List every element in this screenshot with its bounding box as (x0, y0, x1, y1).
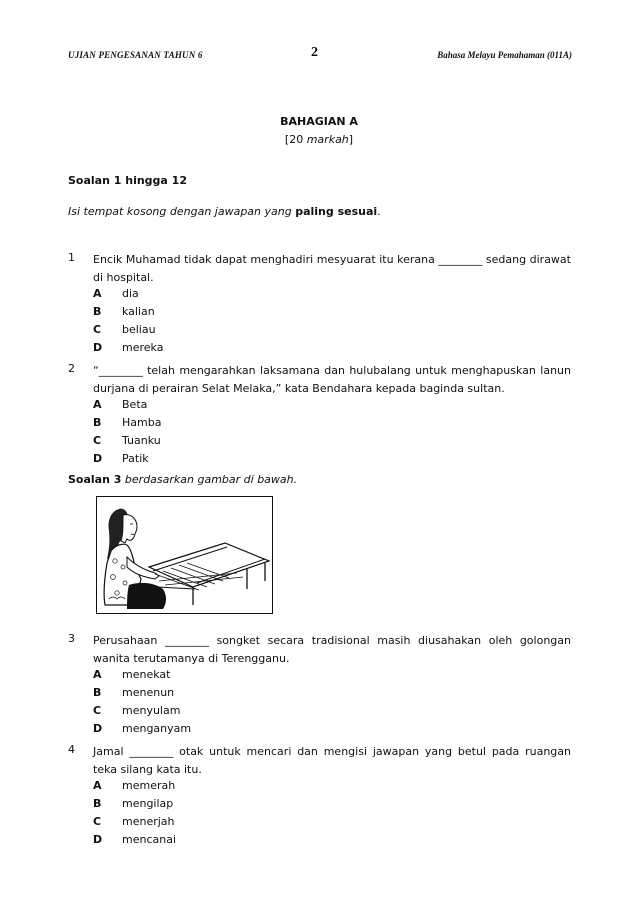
q3-option-c-letter: C (93, 704, 102, 717)
q3-option-d-letter: D (93, 722, 103, 735)
question-2-text: “________ telah mengarahkan laksamana dan hulubalang untuk menghapuskan lanun durjana di perairan Selat Melaka,” kata Bendahara kepada baginda sultan. (93, 364, 571, 395)
q2-option-c-text: Tuanku (122, 434, 161, 447)
q2-option-d-text: Patik (122, 452, 149, 465)
question-2-number: 2 (68, 362, 75, 375)
q3-option-a-text: menekat (122, 668, 171, 681)
section-marks (0, 133, 638, 146)
question-3-text: Perusahaan ________ songket secara tradisional masih diusahakan oleh golongan wanita terutamanya di Terengganu. (93, 634, 571, 665)
q2-option-c-letter: C (93, 434, 102, 447)
header-page-number: 2 (311, 45, 318, 60)
q3-option-a-letter: A (93, 668, 102, 681)
q2-option-b-letter: B (93, 416, 102, 429)
q4-option-d-text: mencanai (122, 833, 177, 846)
question-1-text: Encik Muhamad tidak dapat menghadiri mesyuarat itu kerana ________ sedang dirawat di hospital. (93, 253, 571, 284)
instruction-prefix: Isi tempat kosong dengan jawapan yang (68, 205, 296, 218)
q2-option-a-text: Beta (122, 398, 148, 411)
question-1-number: 1 (68, 251, 75, 264)
marks-close: ] (348, 133, 354, 146)
q4-option-b-text: mengilap (122, 797, 174, 810)
q1-option-a-letter: A (93, 287, 102, 300)
instruction-emphasis: paling sesuai (295, 205, 378, 218)
question-3-number: 3 (68, 632, 75, 645)
q2-option-d-letter: D (93, 452, 103, 465)
figure-note-rest: berdasarkan gambar di bawah. (121, 473, 298, 486)
question-range-label: Soalan 1 hingga 12 (68, 174, 187, 187)
q1-option-d-text: mereka (122, 341, 164, 354)
header-exam-title: UJIAN PENGESANAN TAHUN 6 (68, 50, 203, 60)
q4-option-d-letter: D (93, 833, 103, 846)
q1-option-b-text: kalian (122, 305, 155, 318)
marks-open: [20 (284, 133, 307, 146)
q1-option-b-letter: B (93, 305, 102, 318)
marks-word: markah (306, 133, 349, 146)
q4-option-c-text: menerjah (122, 815, 175, 828)
q2-option-b-text: Hamba (122, 416, 162, 429)
q4-option-c-letter: C (93, 815, 102, 828)
q3-option-b-text: menenun (122, 686, 175, 699)
q1-option-c-letter: C (93, 323, 102, 336)
figure-note-bold: Soalan 3 (68, 473, 122, 486)
question-4-text: Jamal ________ otak untuk mencari dan mengisi jawapan yang betul pada ruangan teka silang kata itu. (93, 745, 571, 776)
header-subject: Bahasa Melayu Pemahaman (011A) (437, 50, 572, 60)
instruction-end: . (377, 205, 381, 218)
q1-option-a-text: dia (122, 287, 139, 300)
q3-option-b-letter: B (93, 686, 102, 699)
q4-option-b-letter: B (93, 797, 102, 810)
q3-option-d-text: menganyam (122, 722, 192, 735)
question-4-number: 4 (68, 743, 75, 756)
woman-weaving-loom-image (97, 497, 271, 612)
instruction-line (68, 205, 381, 218)
q2-option-a-letter: A (93, 398, 102, 411)
q3-option-c-text: menyulam (122, 704, 181, 717)
q1-option-c-text: beliau (122, 323, 156, 336)
page-header (68, 45, 572, 64)
q4-option-a-text: memerah (122, 779, 176, 792)
q1-option-d-letter: D (93, 341, 103, 354)
figure-note (68, 473, 297, 486)
section-title: BAHAGIAN A (280, 115, 358, 128)
weaving-illustration (96, 496, 273, 614)
q4-option-a-letter: A (93, 779, 102, 792)
